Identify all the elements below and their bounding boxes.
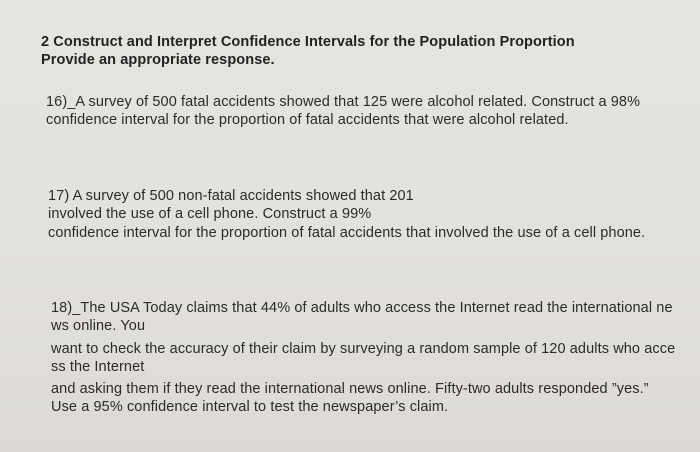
problem-18-line-4: ss the Internet	[51, 359, 145, 375]
problem-18-line-1: 18)_The USA Today claims that 44% of adults who access the Internet read the international ne	[51, 300, 673, 316]
problem-16-line-2: confidence interval for the proportion of fatal accidents that were alcohol related.	[46, 112, 569, 128]
problem-18-line-6: Use a 95% confidence interval to test the newspaper’s claim.	[51, 399, 449, 415]
section-title: 2 Construct and Interpret Confidence Intervals for the Population Proportion	[41, 34, 575, 50]
problem-17-line-2: involved the use of a cell phone. Construct a 99%	[48, 206, 372, 222]
problem-18-line-2: ws online. You	[51, 318, 146, 334]
problem-17-line-1: 17) A survey of 500 non-fatal accidents showed that 201	[48, 188, 414, 204]
section-instruction: Provide an appropriate response.	[41, 52, 275, 68]
problem-16-line-1: 16)_A survey of 500 fatal accidents showed that 125 were alcohol related. Construct a 98%	[46, 94, 641, 110]
problem-18-line-3: want to check the accuracy of their claim by surveying a random sample of 120 adults who acce	[51, 341, 676, 357]
problem-18-line-5: and asking them if they read the international news online. Fifty-two adults responded ”yes.”	[51, 381, 649, 397]
problem-17-line-3: confidence interval for the proportion of fatal accidents that involved the use of a cell phone.	[48, 225, 646, 241]
